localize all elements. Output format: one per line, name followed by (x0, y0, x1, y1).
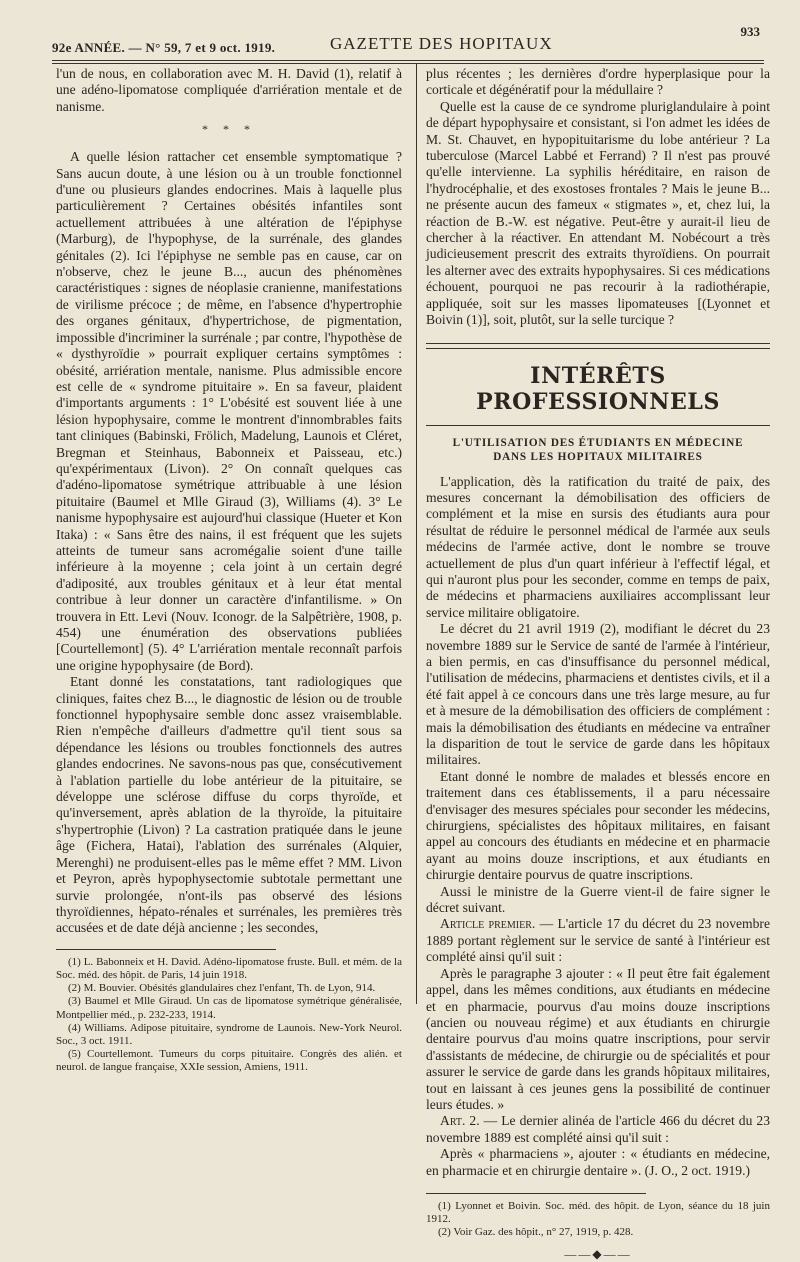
footnote: (2) M. Bouvier. Obésités glandulaires chez l'enfant, Th. de Lyon, 914. (68, 982, 376, 995)
title-rule (426, 425, 770, 426)
paragraph: plus récentes ; les dernières d'ordre hyperplasique pour la corticale et dégénératif pour la médullaire ? (426, 66, 770, 98)
footnote: (5) Courtellemont. Tumeurs du corps pituitaire. Congrès des alién. et neurol. de langue française, XXIe session, Amiens, 1911. (56, 1048, 402, 1074)
right-column (426, 66, 770, 1262)
footnote-rule (426, 1193, 646, 1194)
footnote: (1) Lyonnet et Boivin. Soc. méd. des hôpit. de Lyon, séance du 18 juin 1912. (426, 1199, 770, 1226)
right-footnotes (426, 1200, 770, 1240)
footnote: (3) Baumel et Mlle Giraud. Un cas de lipomatose symétrique généralisée, Montpellier méd., p. 232-233, 1914. (56, 995, 402, 1021)
paragraph: Etant donné les constatations, tant radiologiques que cliniques, faites chez B..., le diagnostic de lésion ou de trouble fonctionnel hypophysaire semble donc assez vraisemblable. Rien n'empêche d'ailleurs d'admettre qu'il tient sous sa dépendance les lésions ou troubles fonctionnels des autres glandes endocrines. Ne savons-nous pas que, consécutivement à l'ablation partielle du lobe antérieur de la pituitaire, se développe une sclérose diffuse du corps thyroïde, et qu'inversement, après ablation de la thyroïde, la pituitaire s'hypertrophie (Livon) ? La castration pratiquée dans le jeune âge (Fichera, Hatai), l'ablation des surrénales (Alquier, Merenghi) ne produisent-elles pas le même effet ? MM. Livon et Peyron, après hypophysectomie subtotale permettant une survie prolongée, n'ont-ils pas observé des lésions thyroïdiennes, hépato-rénales et surrénales, les premières très accusées et de date déjà ancienne ; les secondes, (56, 674, 402, 936)
section-separator (426, 343, 770, 349)
paragraph: Après le paragraphe 3 ajouter : « Il peut être fait également appel, dans les mêmes conditions, aux étudiants en médecine et en pharmacie, pourvus d'au moins douze inscriptions (ancien ou nouveau régime) et aux étudiants en chirurgie dentaire pourvus d'au moins quatre inscriptions, pour servir d'assistants de médecine, de chirurgie ou de spécialités et pour assurer le service de garde dans les grands hôpitaux militaires, tout en laissant à ces jeunes gens la possibilité de continuer leurs études. » (426, 965, 770, 1112)
section-title: INTÉRÊTS PROFESSIONNELS (476, 362, 720, 415)
paragraph: l'un de nous, en collaboration avec M. H. David (1), relatif à une adéno-lipomatose compliquée d'arriération mentale et de nanisme. (56, 66, 402, 114)
footnote: (2) Voir Gaz. des hôpit., n° 27, 1919, p. 428. (438, 1226, 634, 1239)
article-label: Art. 2. (440, 1113, 480, 1129)
article-title-line: L'UTILISATION DES ÉTUDIANTS EN MÉDECINE (452, 436, 744, 449)
page-number: 933 (740, 24, 760, 39)
paragraph: Quelle est la cause de ce syndrome pluriglandulaire à point de départ hypophysaire et consistant, si l'on admet les idées de M. St. Chauvet, en hypopituitarisme du lobe antérieur ? La tuberculose (Marcel Labbé et Ferrand) ? Il n'est pas prouvé qu'elle intervienne. La syphilis héréditaire, en raison de l'hydrocéphalie, et des exostoses frontales ? Mais le jeune B... ne présente aucun des fameux « stigmates », et, chez lui, la réaction de B.-W. est négative. Peut-être y aurait-il lieu de chercher à la réactiver. En attendant M. Nobécourt a très judicieusement prescrit des extraits thyroïdiens. On pourrait les alterner avec des extraits hypophysaires. Si ces médications échouent, pourquoi ne pas recourir à la radiothérapie, appliquée, soit sur les masses lipomateuses [(Lyonnet et Boivin (1)], soit, plutôt, sur la selle turcique ? (426, 98, 770, 328)
end-ornament: ——◆—— (564, 1246, 632, 1261)
journal-title: GAZETTE DES HOPITAUX (330, 34, 553, 53)
footnote: (4) Williams. Adipose pituitaire, syndrome de Launois. New-York Neurol. Soc., 3 oct. 1911. (56, 1021, 402, 1047)
paragraph: Aussi le ministre de la Guerre vient-il de faire signer le décret suivant. (426, 883, 770, 916)
left-column (56, 66, 402, 1075)
paragraph: A quelle lésion rattacher cet ensemble symptomatique ? Sans aucun doute, à une lésion ou à un trouble fonctionnel d'une ou plusieurs glandes endocrines. Mais à laquelle plus particulièrement ? Certaines obésités infantiles sont actuellement attribuées à une altération de l'épiphyse (Marburg), de l'hypophyse, de la surrénale, des glandes génitales (2). Ici l'épiphyse ne semble pas en cause, car on n'observe, chez le jeune B..., aucun des phénomènes caractéristiques : signes de néoplasie cranienne, manifestations de virilisme précoce ; de même, en l'absence d'hypertrophie des organes génitaux, d'hypertrichose, de pigmentation, impossible d'incriminer la surrénale ; par contre, l'hypothèse de « dysthyroïdie » pourrait expliquer certains symptômes : obésité, arriération mentale, nanisme. Plus admissible encore est celle de « syndrome pituitaire ». En sa faveur, plaident d'importants arguments : 1° L'obésité est souvent liée à une lésion hypophysaire, comme le montrent d'innombrables faits tant cliniques (Babinski, Frölich, Madelung, Launois et Cléret, Bregman et Steinhaus, Babonneix et Paisseau, etc.) qu'expérimentaux (Livon). 2° On connaît quelques cas d'adéno-lipomatose symétrique attribuable à une lésion pituitaire (Baumel et Mlle Giraud (3), Williams (4). 3° Le nanisme hypophysaire est aujourd'hui classique (Hueter et Kon Itaka) : « Sans être des nains, il est fréquent que les sujets atteints de tumeur sans acromégalie soient d'une taille inférieure à la moyenne ; cela joint à un certain degré d'adiposité, aux troubles génitaux et à leur état mental contribue à leur donner un caractère d'infantilisme. » On trouvera in Ett. Levi (Nouv. Iconogr. de la Salpêtrière, 1908, p. 454) une énumération des observations publiées [Courtellemont] (5). 4° L'arriération mentale reconnaît parfois une origine hypophysaire (de Bord). (56, 149, 402, 673)
article-text: — L'article 17 du décret du 23 novembre 1889 portant règlement sur le service de santé à l'intérieur est complété ainsi qu'il suit : (426, 916, 770, 965)
column-divider (416, 64, 417, 1004)
section-stars: * * * (202, 122, 256, 137)
article-title (426, 436, 770, 464)
article-text: — Le dernier alinéa de l'article 466 du décret du 23 novembre 1889 est complété ainsi qu'il suit : (426, 1113, 770, 1145)
page-header (52, 24, 764, 56)
paragraph: Le décret du 21 avril 1919 (2), modifiant le décret du 23 novembre 1889 sur le Service de santé de l'armée à l'intérieur, a bien permis, en cas d'insuffisance du personnel médical, l'utilisation de médecins, pharmaciens et dentistes civils, et il a été fait appel à ce concours dans une très large mesure, au fur et à mesure de la démobilisation des officiers de complément : mais la démobilisation des étudiants en médecine va entraîner la disparition de tout le service de garde dans les hôpitaux militaires. (426, 621, 770, 768)
volume-issue: 92e ANNÉE. — N° 59, 7 et 9 oct. 1919. (52, 40, 276, 55)
article-label: Article premier. (440, 916, 536, 932)
paragraph: Après « pharmaciens », ajouter : « étudiants en médecine, en pharmacie et en chirurgie dentaire ». (J. O., 2 oct. 1919.) (426, 1146, 770, 1178)
footnote-rule (56, 949, 276, 950)
footnote: (1) L. Babonneix et H. David. Adéno-lipomatose fruste. Bull. et mém. de la Soc. méd. des hôpit. de Paris, 14 juin 1918. (56, 955, 402, 981)
header-rule-secondary (52, 63, 764, 64)
paragraph: L'application, dès la ratification du traité de paix, des mesures concernant la démobilisation des officiers de complément et la mise en sursis des étudiants aura pour résultat de réduire le personnel médical de l'armée aux seuls médecins de l'armée active, dont le nombre se trouve actuellement de plus d'un quart inférieur à l'effectif légal, et qui n'auront plus pour les seconder, comme en temps de paix, de médecins et pharmaciens auxiliaires accomplissant leur service militaire obligatoire. (426, 473, 770, 620)
header-rule (52, 60, 764, 61)
paragraph-article-1 (426, 916, 770, 965)
article-title-line: DANS LES HOPITAUX MILITAIRES (493, 450, 703, 463)
paragraph: Etant donné le nombre de malades et blessés encore en traitement dans ces établissements, il a paru nécessaire d'envisager des mesures spéciales pour seconder les médecins, chirurgiens, spécialistes des hôpitaux militaires, en faisant appel au concours des étudiants en médecine et en pharmacie ayant au moins douze inscriptions, et aux étudiants en chirurgie dentaire pourvus de quatre inscriptions. (426, 768, 770, 883)
paragraph-article-2 (426, 1113, 770, 1146)
left-footnotes (56, 956, 402, 1075)
